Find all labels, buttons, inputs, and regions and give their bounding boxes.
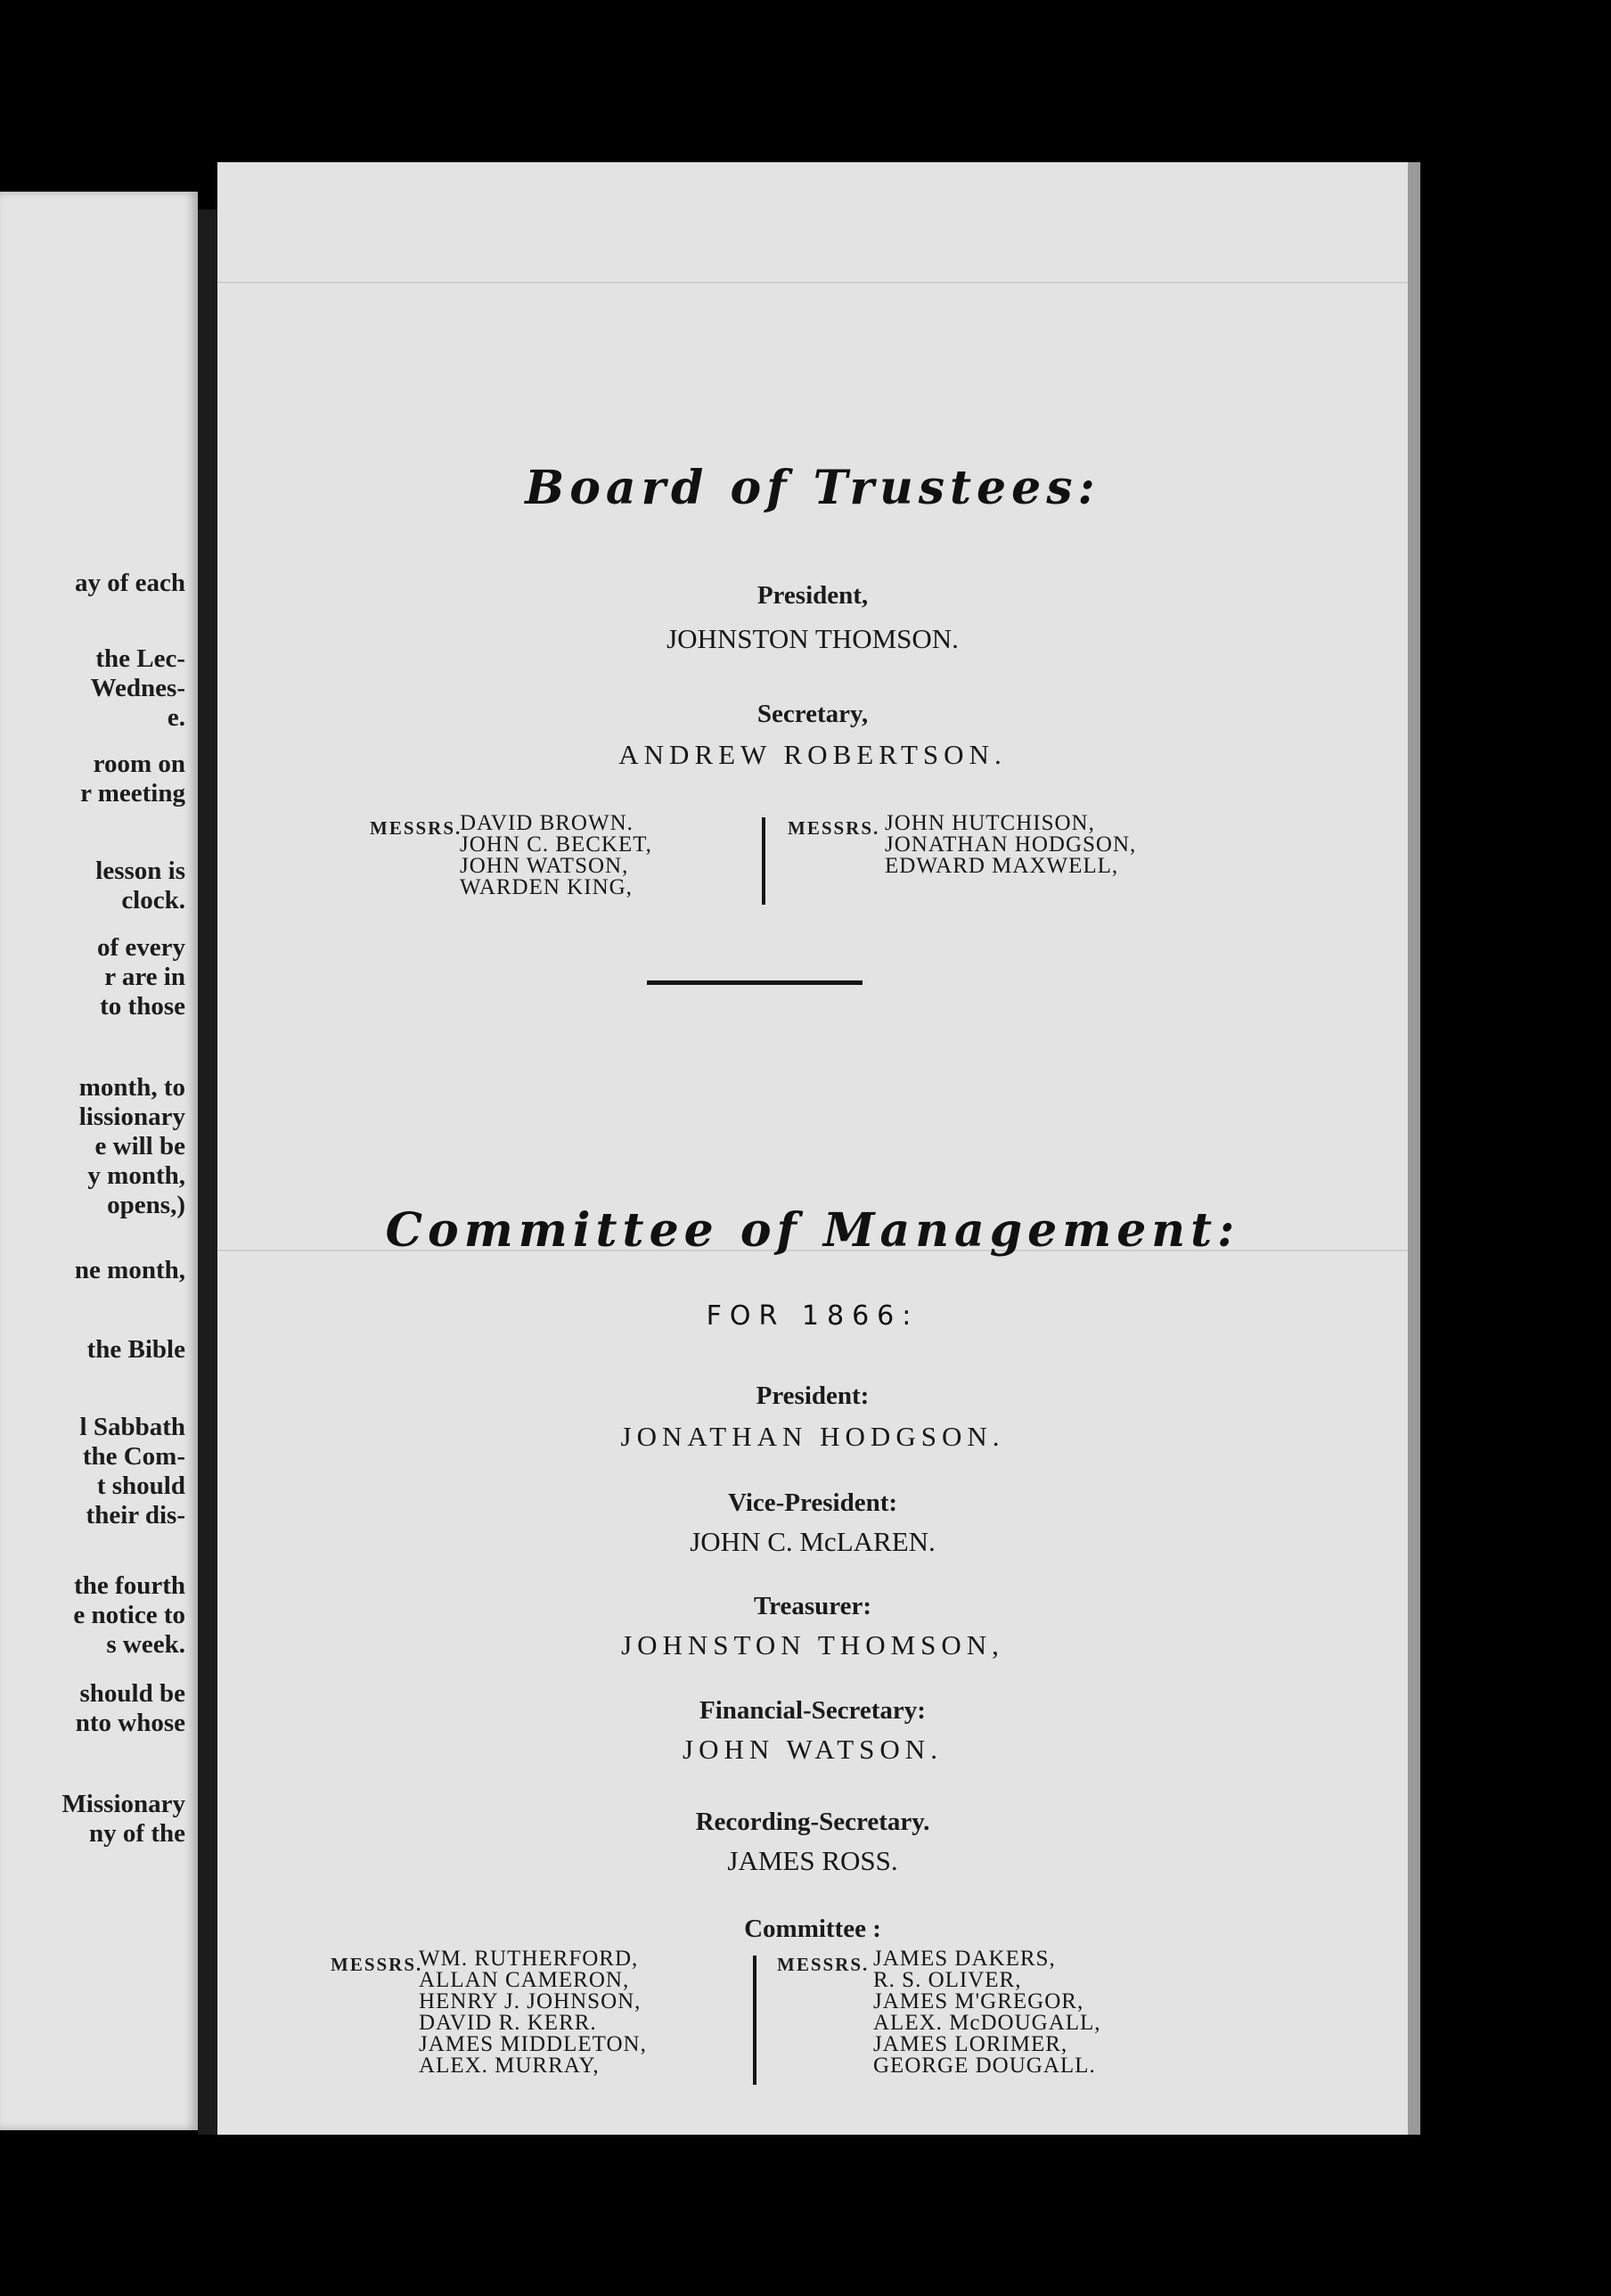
management-title: Committee of Management: [385,1203,1240,1258]
left-text-line: e. [167,703,185,732]
left-text-line: room on [93,750,185,778]
left-text-line: ay of each [74,569,185,597]
left-text-line: r meeting [80,779,185,808]
left-text-line: month, to [78,1073,185,1102]
committee-member-name: HENRY J. JOHNSON, [419,1989,642,2013]
page-edge [1408,162,1420,2135]
left-text-line: Wednes- [90,674,185,702]
mgmt-messrs-label-right: MESSRS. [777,1954,870,1975]
left-text-line: lesson is [95,857,185,885]
mgmt-recording-secretary-name: JAMES ROSS. [727,1845,898,1876]
management-year: FOR 1866: [706,1300,920,1332]
left-text-line: l Sabbath [79,1413,185,1441]
committee-list-right [873,1948,1101,2077]
committee-member-name: GEORGE DOUGALL. [873,2054,1096,2078]
board-trustees-list-right [885,813,1136,877]
book-gutter [198,209,217,2135]
trustee-name: DAVID BROWN. [460,811,634,835]
main-page [217,162,1408,2135]
board-president-label: President, [756,581,869,610]
mgmt-vice-president-name: JOHN C. McLAREN. [690,1526,936,1557]
committee-member-name: ALEX. McDOUGALL, [873,2011,1101,2035]
committee-member-name: JAMES M'GREGOR, [873,1989,1084,2013]
left-text-line: of every [96,933,185,962]
left-text-line: ny of the [89,1819,185,1848]
left-text-line: the fourth [74,1571,185,1600]
committee-member-name: JAMES DAKERS, [873,1947,1056,1971]
mgmt-financial-secretary-name: JOHN WATSON. [683,1734,943,1765]
mgmt-treasurer-name: JOHNSTON THOMSON, [621,1629,1004,1660]
left-text-line: the Lec- [95,644,185,673]
left-text-line: ne month, [74,1256,185,1284]
mgmt-president-label: President: [756,1382,870,1410]
trustee-name: WARDEN KING, [460,875,633,899]
committee-member-name: R. S. OLIVER, [873,1968,1022,1992]
trustee-name: JOHN WATSON, [460,854,629,878]
mgmt-messrs-label-left: MESSRS. [331,1954,423,1975]
left-text-line: t should [96,1472,185,1500]
mgmt-vice-president-label: Vice-President: [727,1488,898,1517]
board-title: Board of Trustees: [525,461,1100,515]
left-text-line: Missionary [61,1790,185,1818]
left-text-line: s week. [106,1630,185,1659]
left-text-line: to those [100,992,185,1021]
column-divider [762,817,765,905]
mgmt-president-name: JONATHAN HODGSON. [620,1421,1005,1452]
left-text-line: y month, [87,1161,185,1190]
committee-member-name: DAVID R. KERR. [419,2011,597,2035]
left-text-line: opens,) [107,1191,185,1219]
section-rule [647,980,863,985]
board-president-name: JOHNSTON THOMSON. [666,623,959,654]
left-text-line: lissionary [78,1103,185,1131]
trustee-name: JOHN C. BECKET, [460,832,652,857]
trustee-name: JOHN HUTCHISON, [885,811,1095,835]
committee-member-name: JAMES MIDDLETON, [419,2032,647,2056]
column-divider [753,1956,756,2085]
mgmt-committee-label: Committee : [744,1915,881,1943]
trustee-name: EDWARD MAXWELL, [885,854,1119,878]
mgmt-recording-secretary-label: Recording-Secretary. [695,1808,930,1836]
left-text-line: nto whose [75,1709,185,1737]
board-messrs-label-right: MESSRS. [788,817,880,839]
mgmt-financial-secretary-label: Financial-Secretary: [699,1696,926,1725]
left-text-line: r are in [104,963,185,991]
committee-member-name: JAMES LORIMER, [873,2032,1068,2056]
committee-member-name: ALEX. MURRAY, [419,2054,600,2078]
left-text-line: the Bible [86,1335,185,1364]
left-text-line: should be [79,1679,185,1708]
board-trustees-list-left [460,813,652,898]
board-secretary-label: Secretary, [756,700,869,728]
left-page-fragment [0,192,198,2130]
left-text-line: clock. [121,886,185,914]
scan-line [217,282,1408,283]
mgmt-treasurer-label: Treasurer: [753,1592,872,1620]
board-secretary-name: ANDREW ROBERTSON. [618,739,1007,770]
committee-list-left [419,1948,647,2077]
left-text-line: their dis- [86,1501,185,1529]
left-text-line: e notice to [73,1601,185,1629]
left-text-line: the Com- [82,1442,185,1471]
trustee-name: JONATHAN HODGSON, [885,832,1137,857]
left-text-line: e will be [94,1132,185,1160]
board-messrs-label-left: MESSRS. [370,817,462,839]
committee-member-name: ALLAN CAMERON, [419,1968,630,1992]
committee-member-name: WM. RUTHERFORD, [419,1947,639,1971]
